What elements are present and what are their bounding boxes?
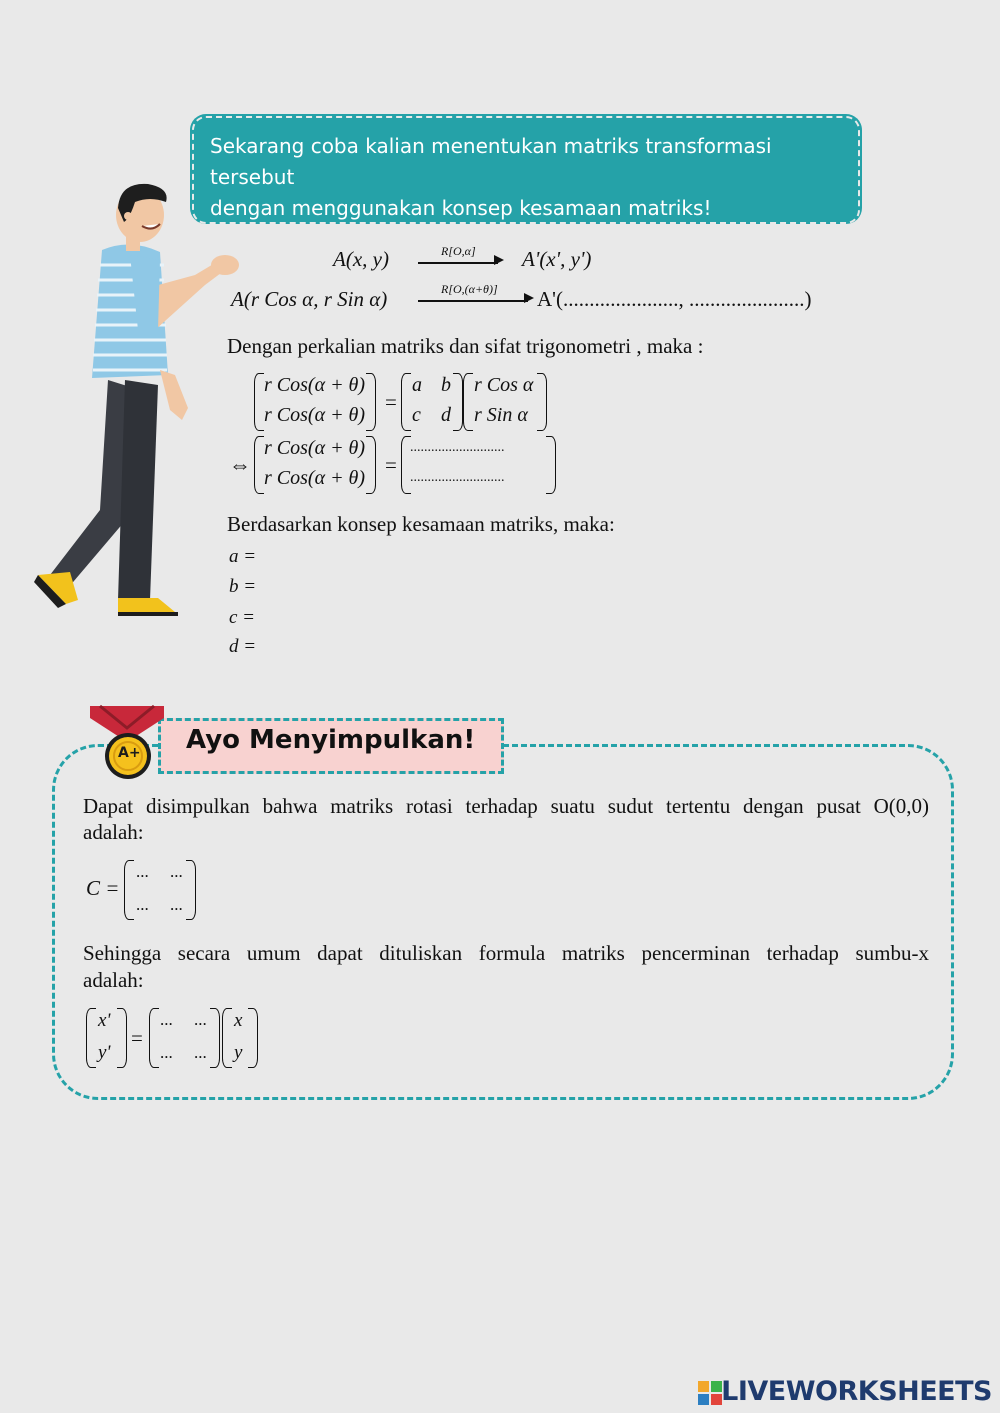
medal-text: A+	[118, 745, 141, 761]
formula-dots-11[interactable]: ...	[160, 1010, 173, 1029]
c-dots-22[interactable]: ...	[170, 895, 183, 914]
eq2-rhs-top-blank[interactable]: ...........................	[410, 440, 505, 455]
vector-y: y	[234, 1042, 243, 1063]
equality-text: Berdasarkan konsep kesamaan matriks, maka:	[227, 512, 615, 536]
liveworksheets-logo: LIVEWORKSHEETS	[721, 1376, 992, 1407]
c-dots-12[interactable]: ...	[170, 862, 183, 881]
answer-c[interactable]: c =	[229, 607, 256, 628]
bracket-right	[537, 373, 547, 431]
mapping-row2-from: A(r Cos α, r Sin α)	[231, 287, 388, 311]
eq2-lhs-bottom: r Cos(α + θ)	[264, 467, 366, 489]
mapping-row1-from: A(x, y)	[333, 247, 389, 271]
bracket-right	[546, 436, 556, 494]
eq1-lhs-top: r Cos(α + θ)	[264, 374, 366, 396]
formula-dots-22[interactable]: ...	[194, 1043, 207, 1062]
matrix-a: a	[412, 374, 422, 396]
bracket-left	[401, 373, 411, 431]
conclusion-title: Ayo Menyimpulkan!	[186, 725, 476, 755]
formula-equals: =	[131, 1026, 143, 1050]
mapping-row1-arrow	[418, 262, 498, 264]
bracket-right	[186, 860, 196, 920]
formula-dots-21[interactable]: ...	[160, 1043, 173, 1062]
eq2-lhs-top: r Cos(α + θ)	[264, 437, 366, 459]
matrix-d: d	[441, 404, 451, 426]
bracket-left	[254, 436, 264, 494]
bracket-left	[463, 373, 473, 431]
conclusion-para1-line1: Dapat disimpulkan bahwa matriks rotasi terhadap suatu sudut tertentu dengan pusat O(0,0)	[83, 794, 929, 818]
iff-icon: ⇔	[229, 452, 251, 477]
c-dots-21[interactable]: ...	[136, 895, 149, 914]
bracket-right	[366, 436, 376, 494]
eq1-equals: =	[385, 390, 397, 414]
bubble-text	[210, 131, 850, 224]
conclusion-para1-line2: adalah:	[83, 820, 144, 844]
mapping-row1-label: R[O,α]	[441, 244, 476, 258]
bracket-right	[117, 1008, 127, 1068]
bracket-left	[254, 373, 264, 431]
mapping-row2-arrow	[418, 300, 528, 302]
bracket-left	[149, 1008, 159, 1068]
liveworksheets-logo-icon	[698, 1381, 722, 1405]
answer-a[interactable]: a =	[229, 546, 257, 567]
matrix-c: c	[412, 404, 421, 426]
eq2-equals: =	[385, 453, 397, 477]
vector-x: x	[234, 1010, 243, 1031]
arrow-head-icon	[494, 255, 504, 265]
bracket-right	[248, 1008, 258, 1068]
mapping-row2-to: A'(......................, ......................)	[537, 287, 812, 311]
character-illustration	[30, 180, 250, 625]
bracket-right	[453, 373, 463, 431]
intro-text: Dengan perkalian matriks dan sifat trigonometri , maka :	[227, 334, 704, 358]
eq1-lhs-bottom: r Cos(α + θ)	[264, 404, 366, 426]
arrow-head-icon	[524, 293, 534, 303]
vector-y-prime: y'	[98, 1042, 111, 1063]
matrix-b: b	[441, 374, 451, 396]
conclusion-para2-line1: Sehingga secara umum dapat dituliskan formula matriks pencerminan terhadap sumbu-x	[83, 941, 929, 965]
bracket-right	[366, 373, 376, 431]
answer-b[interactable]: b =	[229, 576, 257, 597]
formula-dots-12[interactable]: ...	[194, 1010, 207, 1029]
eq2-rhs-bottom-blank[interactable]: ...........................	[410, 470, 505, 485]
mapping-row1-to: A'(x', y')	[522, 247, 592, 271]
bubble-line-1: Sekarang coba kalian menentukan matriks transformasi tersebut	[210, 134, 772, 189]
answer-d[interactable]: d =	[229, 636, 257, 657]
conclusion-para2-line2: adalah:	[83, 968, 144, 992]
vector-x-prime: x'	[98, 1010, 111, 1031]
mapping-row2-label: R[O,(α+θ)]	[441, 282, 498, 296]
bracket-left	[124, 860, 134, 920]
bubble-line-2: dengan menggunakan konsep kesamaan matriks!	[210, 196, 712, 220]
medal-icon	[86, 702, 168, 784]
eq1-vector-bottom: r Sin α	[474, 404, 528, 426]
bracket-left	[222, 1008, 232, 1068]
c-label: C =	[86, 876, 120, 900]
eq1-vector-top: r Cos α	[474, 374, 534, 396]
c-dots-11[interactable]: ...	[136, 862, 149, 881]
bracket-right	[210, 1008, 220, 1068]
bracket-left	[86, 1008, 96, 1068]
